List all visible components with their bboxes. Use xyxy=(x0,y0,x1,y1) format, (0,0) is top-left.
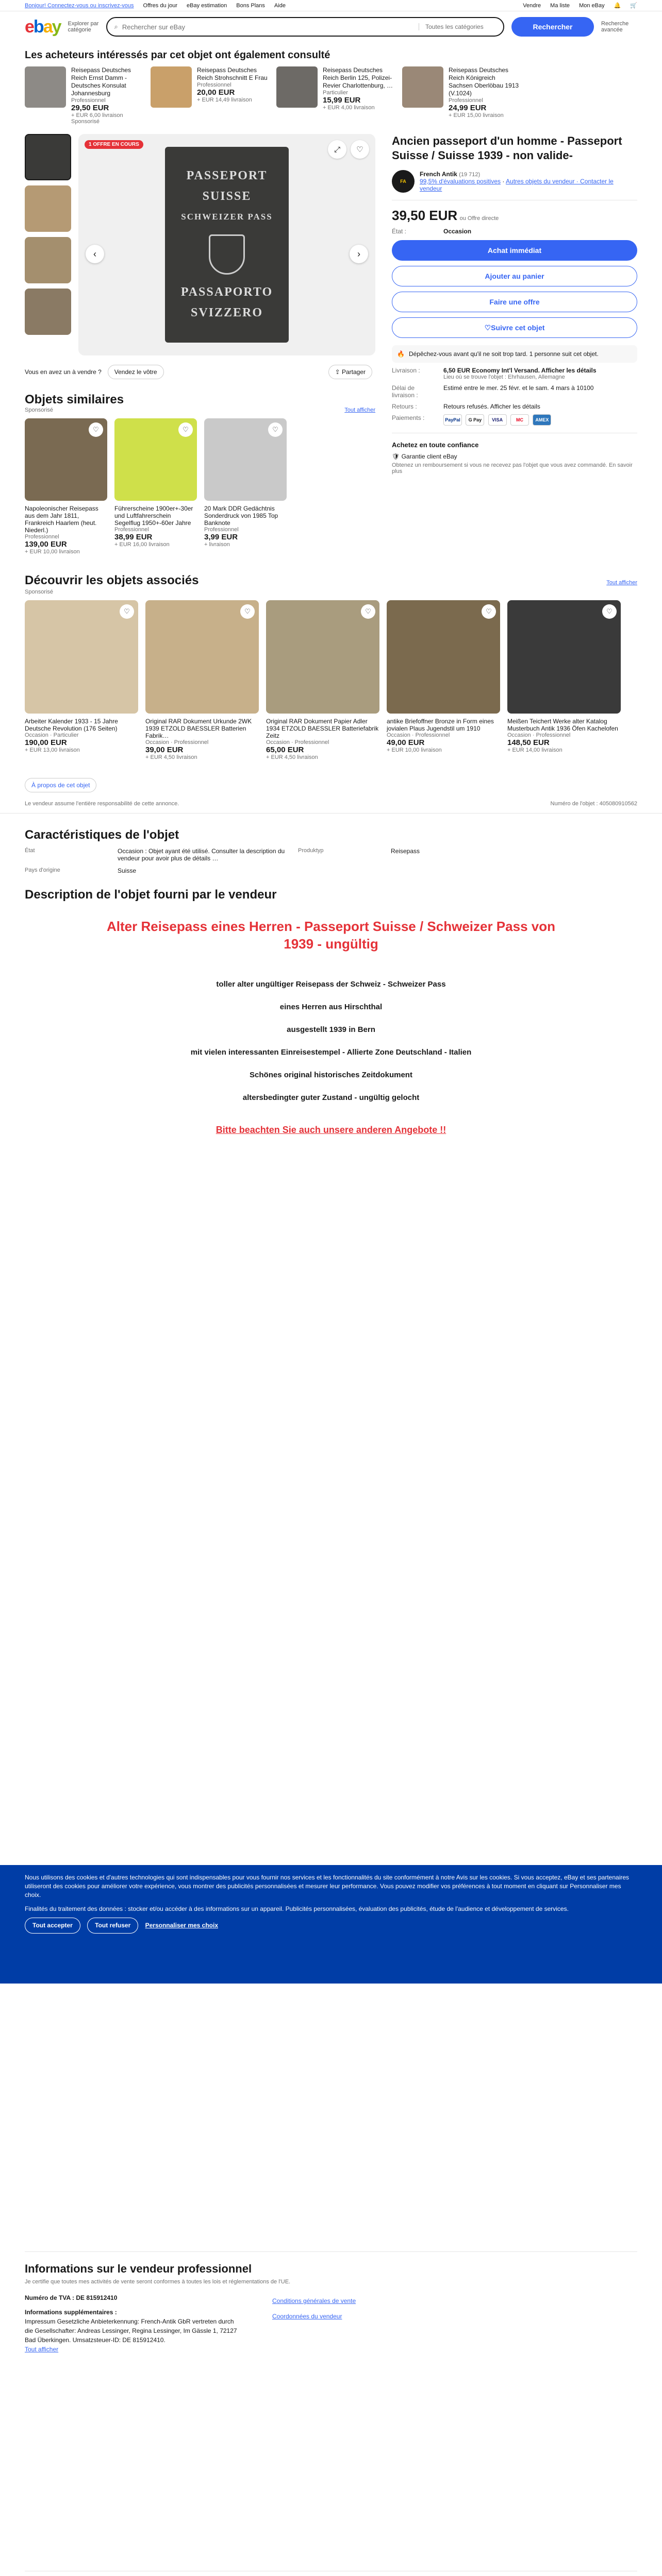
main-item xyxy=(0,134,662,555)
cart-icon[interactable]: 🛒 xyxy=(630,3,637,9)
seller-responsibility: Le vendeur assume l'entière responsabilité de cette annonce. xyxy=(25,801,179,807)
related-image[interactable] xyxy=(387,600,500,714)
similar-object-price: 139,00 EUR xyxy=(25,540,67,549)
similar-object-title[interactable]: Napoleonischer Reisepass aus dem Jahr 1811, Frankreich Haarlem (heut. Niederl.) xyxy=(25,505,98,534)
similar-objects-title: Objets similaires xyxy=(25,393,124,406)
related-price: 190,00 EUR xyxy=(25,738,67,747)
related-title[interactable]: Arbeiter Kalender 1933 - 15 Jahre Deutsche Revolution (176 Seiten) xyxy=(25,718,118,732)
vat-number: Numéro de TVA : DE 815912410 xyxy=(25,2294,118,2301)
heart-icon[interactable]: ♡ xyxy=(120,604,134,619)
seller-description xyxy=(0,907,662,1146)
visa-icon: VISA xyxy=(488,414,507,426)
categories-button[interactable]: Explorer par catégorie xyxy=(68,21,99,33)
search-category-select[interactable]: Toutes les catégories xyxy=(419,23,496,30)
prev-image-arrow[interactable]: ‹ xyxy=(86,245,104,263)
similar-object-condition: Professionnel xyxy=(114,527,149,533)
similar-object-card[interactable] xyxy=(25,418,107,555)
product-price: 20,00 EUR xyxy=(197,88,235,97)
share-button[interactable]: ⇪ Partager xyxy=(328,365,372,379)
related-title[interactable]: Meißen Teichert Werke alter Katalog Musterbuch Antik 1936 Öfen Kachelofen xyxy=(507,718,618,732)
similar-object-title[interactable]: 20 Mark DDR Gedächtnis Sonderdruck von 1985 Top Banknote xyxy=(204,505,278,527)
description-line: eines Herren aus Hirschthal xyxy=(279,1003,383,1011)
product-price: 24,99 EUR xyxy=(449,104,487,112)
mastercard-icon: MC xyxy=(510,414,529,426)
swiss-cross-icon xyxy=(209,234,245,275)
product-title[interactable]: Reisepass Deutsches Reich Berlin 125, Polizei-Revier Charlottenburg, … xyxy=(323,66,393,89)
product-title[interactable]: Reisepass Deutsches Reich Ernst Damm - Deutsches Konsulat Johannesburg xyxy=(71,66,131,97)
expand-icon[interactable]: ⤢ xyxy=(328,140,346,159)
next-image-arrow[interactable]: › xyxy=(350,245,368,263)
accept-all-button[interactable]: Tout accepter xyxy=(25,1918,80,1934)
description-line: toller alter ungültiger Reisepass der Schweiz - Schweizer Pass xyxy=(216,980,446,989)
related-condition: Occasion · Professionnel xyxy=(507,732,571,738)
similar-object-price: 38,99 EUR xyxy=(114,533,153,541)
cookie-banner: Nous utilisons des cookies et d'autres technologies qui sont indispensables pour vous fournir nos services et les fonctionnalités du site conformément à notre Avis sur les cookies. Si vous acceptez, eBay et ses partenaires utiliseront des cookies pour améliorer votre expérience, vous montrer des publicités personnalisées et mesurer leur performance. Vous pouvez modifier vos préférences à tout moment en cliquant sur Personnaliser mes choix. Finalités du traitement des données : stocker et/ou accéder à des informations sur un appareil. Publicités personnalisées, évaluation des publicités, étude de l'audience et développement de services. Tout accepter Tout refuser Personnaliser mes choix xyxy=(0,1865,662,1984)
main-image[interactable] xyxy=(78,134,375,355)
top-bar xyxy=(0,0,662,11)
related-card[interactable] xyxy=(25,600,138,760)
estimation-link[interactable]: eBay estimation xyxy=(187,2,227,9)
related-price: 39,00 EUR xyxy=(145,745,184,754)
signin-link[interactable]: Bonjour! Connectez-vous ou inscrivez-vous xyxy=(25,2,134,9)
description-line: ausgestellt 1939 in Bern xyxy=(287,1025,375,1034)
bell-icon[interactable]: 🔔 xyxy=(614,3,621,9)
similar-object-image[interactable] xyxy=(204,418,287,501)
description-line: altersbedingter guter Zustand - ungültig gelocht xyxy=(242,1093,420,1102)
thumbnail[interactable] xyxy=(25,237,71,283)
heart-icon[interactable]: ♡ xyxy=(482,604,496,619)
add-to-cart-button[interactable]: Ajouter au panier xyxy=(392,266,637,286)
seller-links[interactable]: Autres objets du vendeur · Contacter le vendeur xyxy=(419,178,614,192)
product-image[interactable] xyxy=(25,66,66,108)
related-shipping: + EUR 4,50 livraison xyxy=(145,754,197,760)
seller-positive[interactable]: 99,5% d'évaluations positives xyxy=(419,178,501,185)
similar-object-shipping: + EUR 10,00 livraison xyxy=(25,549,80,555)
similar-object-price: 3,99 EUR xyxy=(204,533,238,541)
heart-icon[interactable]: ♡ xyxy=(602,604,617,619)
description-title: Description de l'objet fourni par le vendeur xyxy=(25,888,277,902)
related-condition: Occasion · Particulier xyxy=(25,732,79,738)
seller-contact-link[interactable]: Coordonnées du vendeur xyxy=(272,2313,342,2320)
related-title[interactable]: antike Briefoffner Bronze in Form eines jovialen Plaus Jugendstil um 1910 xyxy=(387,718,494,732)
similar-object-shipping: + EUR 16,00 livraison xyxy=(114,541,170,548)
similar-object-shipping: + livraison xyxy=(204,541,230,548)
related-shipping: + EUR 10,00 livraison xyxy=(387,747,442,753)
heart-icon[interactable]: ♡ xyxy=(268,422,283,437)
similar-object-image[interactable] xyxy=(25,418,107,501)
related-image[interactable] xyxy=(145,600,259,714)
product-price: 29,50 EUR xyxy=(71,104,109,112)
product-condition: Particulier xyxy=(323,90,348,96)
product-card[interactable] xyxy=(25,66,143,125)
related-condition: Occasion · Professionnel xyxy=(266,739,329,745)
seller-name[interactable]: French Antik xyxy=(419,171,457,178)
similar-object-title[interactable]: Führerscheine 1900er+-30er und Luftfahrerschein Segelflug 1950+-60er Jahre xyxy=(114,505,193,527)
description-footer: Bitte beachten Sie auch unsere anderen Angebote !! xyxy=(216,1125,446,1135)
sell-link[interactable]: Vendre xyxy=(523,2,541,9)
thumbnail[interactable] xyxy=(25,185,71,232)
related-title[interactable]: Original RAR Dokument Papier Adler 1934 ETZOLD BAESSLER Batteriefabrik Zeitz xyxy=(266,718,379,739)
product-title[interactable]: Reisepass Deutsches Reich Strohschnitt E Frau xyxy=(197,66,268,81)
ebay-logo[interactable]: ebay xyxy=(25,16,61,37)
product-shipping: + EUR 14,49 livraison xyxy=(197,97,252,103)
header xyxy=(0,11,662,42)
related-image[interactable] xyxy=(507,600,621,714)
heart-icon[interactable]: ♡ xyxy=(240,604,255,619)
search-button[interactable]: Rechercher xyxy=(511,17,594,37)
help-link[interactable]: Aide xyxy=(274,2,286,9)
my-ebay-link[interactable]: Mon eBay xyxy=(579,2,605,9)
see-all-link[interactable]: Tout afficher xyxy=(344,407,375,413)
sponsored-label: Sponsorisé xyxy=(25,407,54,413)
amex-icon: AMEX xyxy=(533,414,551,426)
related-shipping: + EUR 14,00 livraison xyxy=(507,747,562,753)
also-viewed-list xyxy=(0,66,662,125)
product-shipping: + EUR 4,00 livraison xyxy=(323,105,375,111)
item-condition: Occasion xyxy=(443,228,472,235)
customize-link[interactable]: Personnaliser mes choix xyxy=(145,1922,219,1929)
returns-policy: Retours refusés. Afficher les détails xyxy=(443,403,540,410)
terms-link[interactable]: Conditions générales de vente xyxy=(272,2297,356,2304)
item-number: Numéro de l'objet : 405080910562 xyxy=(550,801,637,807)
shipping-cost: 6,50 EUR Economy Int'l Versand. Afficher les détails xyxy=(443,367,597,374)
advanced-search-link[interactable]: Recherche avancée xyxy=(601,21,629,33)
description-line: mit vielen interessanten Einreisestempel - Allierte Zone Deutschland - Italien xyxy=(190,1048,472,1057)
refuse-all-button[interactable]: Tout refuser xyxy=(87,1918,138,1934)
pro-seller-section: Informations sur le vendeur professionnel Je certifie que toutes mes activités de vente seront conformes à toutes les lois et réglementations de l'UE. Numéro de TVA : DE 815912410 Informations supplémentaires : Impressum Gesetzliche Anbieterkennung: French-Antik GbR vertreten durch die Gesellschafter: Andreas Lessinger, Regina Lessinger, Im Gässle 1, 72127 Bad Überkingen. Umsatzsteuer-ID: DE 815912410. Tout afficher Conditions générales de vente Coordonnées du vendeur xyxy=(25,2251,637,2354)
buy-now-button[interactable]: Achat immédiat xyxy=(392,240,637,261)
gpay-icon: G Pay xyxy=(466,414,484,426)
search-icon: ⌕ xyxy=(114,23,118,30)
product-extra: Sponsorisé xyxy=(71,118,100,125)
related-image[interactable] xyxy=(266,600,379,714)
flame-icon: 🔥 xyxy=(397,350,405,358)
gallery xyxy=(25,134,375,355)
item-info: Ancien passeport d'un homme - Passeport Suisse / Suisse 1939 - non valide- FA French Antik (19 712) 99,5% d'évaluations positives · Autres objets du vendeur · Contacter le vendeur 39,50 EUR ou Offre directe État : Occasion Achat immédiat Ajouter au panier Faire une offre ♡ Suivre cet objet 🔥 Dépêchez-vous avant qu'il ne soit trop tard. 1 personne suit cet objet. Livraison : 6,50 EUR Economy Int'l Versand. Afficher les détails Lieu où se trouve l'objet : Ehrhausen, Allemagne Délai de livraison : Estimé entre le mer. 25 févr. et le sam. 4 mars à 10100 Retours : Retours refusés. Afficher les détails Paiements : PayPal G Pay VISA MC AMEX Achetez en toute confiance 🛡 Garantie client eBay Obtenez un remboursement si vous ne recevez pas l'objet que vous avez commandé. En savoir plus xyxy=(392,134,637,555)
related-price: 148,50 EUR xyxy=(507,738,550,747)
make-offer-button[interactable]: Faire une offre xyxy=(392,292,637,312)
item-title: Ancien passeport d'un homme - Passeport Suisse / Suisse 1939 - non valide- xyxy=(392,134,622,162)
heart-icon[interactable]: ♡ xyxy=(89,422,103,437)
similar-objects-list xyxy=(25,418,375,555)
deals-link[interactable]: Bons Plans xyxy=(236,2,265,9)
similar-object-condition: Professionnel xyxy=(25,534,59,540)
related-price: 49,00 EUR xyxy=(387,738,425,747)
related-shipping: + EUR 4,50 livraison xyxy=(266,754,318,760)
seller-summary: FA French Antik (19 712) 99,5% d'évaluations positives · Autres objets du vendeur · Contacter le vendeur xyxy=(392,170,637,193)
related-title[interactable]: Original RAR Dokument Urkunde 2WK 1939 ETZOLD BAESSLER Batterien Fabrik… xyxy=(145,718,252,739)
related-image[interactable] xyxy=(25,600,138,714)
sell-yours-button[interactable]: Vendez le vôtre xyxy=(108,365,164,379)
product-card[interactable] xyxy=(402,66,521,125)
thumbnail[interactable] xyxy=(25,289,71,335)
product-image[interactable] xyxy=(151,66,192,108)
related-card[interactable] xyxy=(387,600,500,760)
heart-icon[interactable]: ♡ xyxy=(178,422,193,437)
also-viewed-title: Les acheteurs intéressés par cet objet ont également consulté xyxy=(25,49,330,61)
thumbnail[interactable] xyxy=(25,134,71,180)
heart-icon[interactable]: ♡ xyxy=(351,140,369,159)
related-shipping: + EUR 13,00 livraison xyxy=(25,747,80,753)
offer-badge: 1 OFFRE EN COURS xyxy=(85,140,143,149)
similar-object-condition: Professionnel xyxy=(204,527,239,533)
thumbnail-list xyxy=(25,134,71,355)
related-condition: Occasion · Professionnel xyxy=(387,732,450,738)
heart-icon[interactable]: ♡ xyxy=(361,604,375,619)
related-see-all[interactable]: Tout afficher xyxy=(606,580,637,586)
related-card[interactable] xyxy=(266,600,379,760)
similar-object-image[interactable] xyxy=(114,418,197,501)
similar-object-card[interactable] xyxy=(204,418,287,555)
product-price: 15,99 EUR xyxy=(323,96,361,105)
product-card[interactable] xyxy=(276,66,395,125)
watchlist-link[interactable]: Ma liste xyxy=(550,2,570,9)
product-condition: Professionnel xyxy=(449,97,483,104)
description-headline: Alter Reisepass eines Herren - Passeport Suisse / Schweizer Pass von 1939 - ungültig xyxy=(107,919,555,952)
product-condition: Professionnel xyxy=(71,97,106,104)
description-line: Schönes original historisches Zeitdokument xyxy=(250,1071,412,1079)
item-price: 39,50 EUR xyxy=(392,208,458,223)
product-image[interactable] xyxy=(402,66,443,108)
seller-section xyxy=(25,2571,637,2576)
specs-grid: État Occasion : Objet ayant été utilisé. Consulter la description du vendeur pour avoir plus de détails … Produktyp Reisepass Pays d'origine Suisse xyxy=(25,848,420,874)
related-card[interactable] xyxy=(145,600,259,760)
related-card[interactable] xyxy=(507,600,621,760)
product-shipping: + EUR 6,00 livraison xyxy=(71,112,123,118)
payment-methods xyxy=(443,414,553,426)
product-card[interactable] xyxy=(151,66,269,125)
urgency-notice: 🔥 Dépêchez-vous avant qu'il ne soit trop tard. 1 personne suit cet objet. xyxy=(392,345,637,363)
product-title[interactable]: Reisepass Deutsches Reich Königreich Sachsen Oberlöbau 1913 (V.1024) xyxy=(449,66,519,97)
daily-deals-link[interactable]: Offres du jour xyxy=(143,2,177,9)
related-condition: Occasion · Professionnel xyxy=(145,739,209,745)
related-list xyxy=(0,600,662,760)
product-condition: Professionnel xyxy=(197,82,231,88)
specs-title: Caractéristiques de l'objet xyxy=(25,828,179,842)
similar-object-card[interactable] xyxy=(114,418,197,555)
related-price: 65,00 EUR xyxy=(266,745,304,754)
price-note: ou Offre directe xyxy=(459,215,499,222)
show-all-link[interactable]: Tout afficher xyxy=(25,2346,59,2353)
search-input[interactable]: ⌕ Rechercher sur eBay Toutes les catégories xyxy=(106,17,504,37)
passport-image: PASSEPORT SUISSE SCHWEIZER PASS PASSAPORTO SVIZZERO xyxy=(165,147,289,343)
delivery-estimate: Estimé entre le mer. 25 févr. et le sam. 4 mars à 10100 xyxy=(443,384,594,392)
paypal-icon: PayPal xyxy=(443,414,462,426)
guarantee: 🛡 Garantie client eBay xyxy=(392,453,457,460)
product-shipping: + EUR 15,00 livraison xyxy=(449,112,504,118)
related-title: Découvrir les objets associés xyxy=(25,573,199,587)
about-item-tab[interactable]: À propos de cet objet xyxy=(25,778,96,792)
product-image[interactable] xyxy=(276,66,318,108)
seller-avatar[interactable]: FA xyxy=(392,170,415,193)
sell-prompt: Vous en avez un à vendre ? xyxy=(25,368,102,376)
watch-button[interactable]: ♡ Suivre cet objet xyxy=(392,317,637,338)
